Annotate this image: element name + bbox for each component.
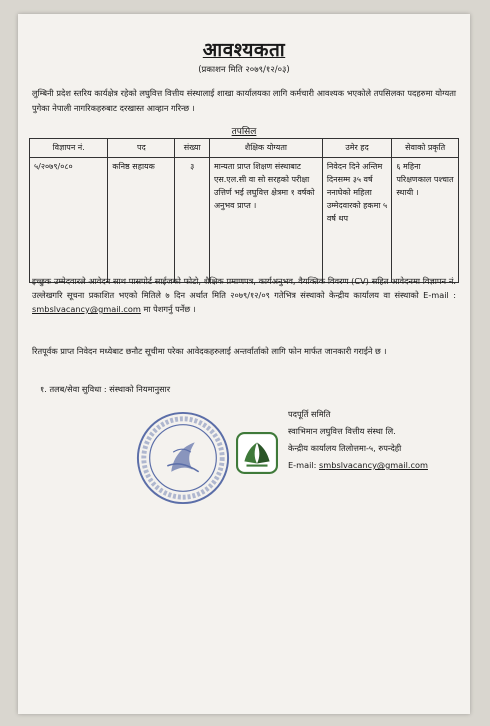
header-age-limit: उमेर हद: [322, 139, 392, 158]
publication-date: (प्रकाशन मिति २०७९/१२/०३): [198, 65, 290, 75]
committee-name: पदपूर्ति समिति: [288, 409, 331, 419]
table-row: [30, 158, 459, 283]
header-post: पद: [108, 139, 175, 158]
notice-sheet: [18, 14, 470, 714]
organization-seal: [134, 409, 232, 507]
contact-paragraph: रितपूर्वक प्राप्त निवेदन मध्येबाट छनौट सूचीमा परेका आवेदकहरुलाई अन्तर्वार्ताको लागि फोन मार्फत जानकारी गराईने छ ।: [32, 346, 387, 356]
cell-post: कनिष्ठ सहायक: [108, 158, 175, 283]
vacancy-table: [29, 138, 459, 283]
cell-ad-no: ५/२०७९/०८०: [30, 158, 108, 283]
benefits-item: १. तलब/सेवा सुविधा : संस्थाको नियमानुसार: [40, 384, 171, 394]
intro-paragraph: लुम्बिनी प्रदेश स्तरिय कार्यक्षेत्र रहेको लघुवित्त वित्तीय संस्थालाई शाखा कार्यालयका लागि कर्मचारी आवश्यक भएकोले तपसिलका पदहरुमा योग्यता पुगेका नेपाली नागरिकहरुबाट दरखास्त आव्हान गरिन्छ ।: [32, 88, 456, 113]
header-service-nature: सेवाको प्रकृति: [392, 139, 459, 158]
email-label: E-mail:: [288, 460, 320, 470]
cell-age-limit: निवेदन दिने अन्तिम दिनसम्म ३५ वर्ष ननाघेको महिला उम्मेदवारको हकमा ५ वर्ष थप: [322, 158, 392, 283]
application-paragraph: [32, 274, 456, 316]
signature-email-line: [288, 457, 428, 474]
table-header-row: [30, 139, 459, 158]
organization-name: स्वाभिमान लघुवित्त वित्तीय संस्था लि.: [288, 426, 396, 436]
cell-count: ३: [175, 158, 210, 283]
header-count: संख्या: [175, 139, 210, 158]
details-heading: तपसिल: [231, 127, 257, 137]
notice-title: आवश्यकता: [202, 39, 286, 61]
application-email-link[interactable]: smbslvacancy@gmail.com: [32, 304, 141, 314]
organization-logo: [236, 432, 278, 474]
cell-qualification: मान्यता प्राप्त शिक्षण संस्थाबाट एस.एल.सी वा सो सरहको परीक्षा उत्तिर्ण भई लघुवित्त क्षेत्रमा १ वर्षको अनुभव प्राप्त ।: [209, 158, 322, 283]
header-qualification: शैक्षिक योग्यता: [209, 139, 322, 158]
organization-address: केन्द्रीय कार्यालय तिलोत्तमा-५, रुपन्देही: [288, 443, 402, 453]
signature-block: [288, 406, 428, 474]
application-text-end: मा पेशगर्नु पर्नेछ ।: [140, 304, 196, 314]
cell-service-nature: ६ महिना परिक्षणकाल पश्चात स्थायी ।: [392, 158, 459, 283]
signature-email-link[interactable]: smbslvacancy@gmail.com: [319, 460, 428, 470]
application-text: इच्छुक उम्मेदवारले आवेदन साथ पासपोर्ट साईजको फोटो, शैक्षिक प्रमाणपत्र, कार्यअनुभव, वैयक्तिक विवरण (CV) सहित आवेदनमा विज्ञापन नं. उल्लेखगरि सूचना प्रकाशित भएको मितिले ७ दिन अर्थात मिति २०७९/१२/०९ गतेभित्र संस्थाको केन्द्रीय कार्यालय वा संस्थाको E-mail :: [32, 276, 456, 300]
header-ad-no: विज्ञापन नं.: [30, 139, 108, 158]
